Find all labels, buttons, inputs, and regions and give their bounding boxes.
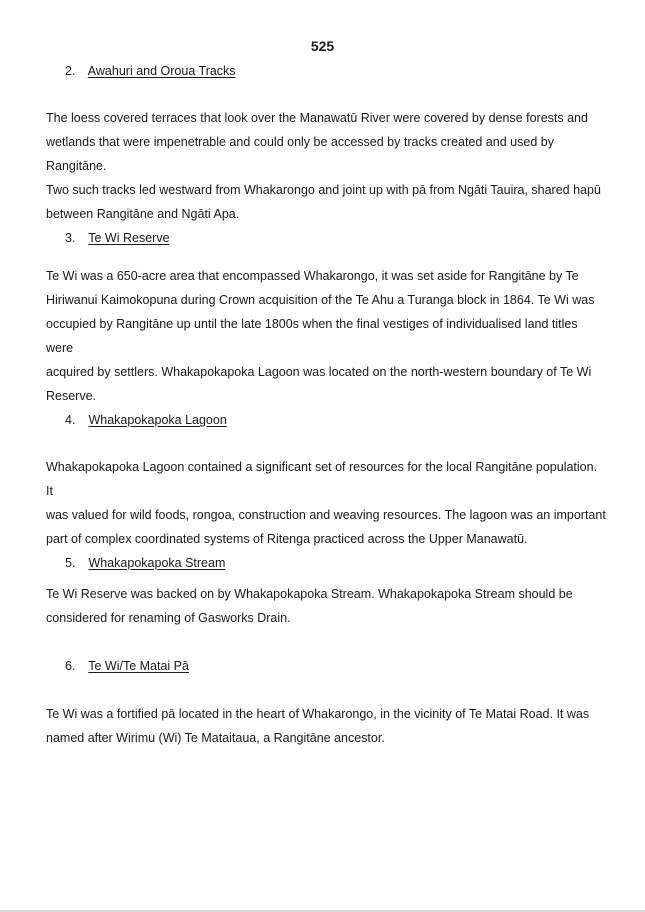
paragraph-line: Te Wi was a fortified pā located in the heart of Whakarongo, in the vicinity of Te Matai Road. It was: [46, 707, 590, 721]
section-paragraph-whakapokapoka-stream: [46, 582, 606, 630]
paragraph-line: Whakapokapoka Lagoon contained a significant set of resources for the local Rangitāne population. It: [46, 460, 598, 498]
paragraph-line: The loess covered terraces that look over the Manawatū River were covered by dense forests and: [46, 111, 588, 125]
paragraph-line: Two such tracks led westward from Whakarongo and joint up with pā from Ngāti Tauira, shared hapū: [46, 183, 601, 197]
section-paragraph-whakapokapoka-lagoon: [46, 455, 606, 551]
section-heading-te-wi-te-matai-pa: [65, 658, 189, 674]
paragraph-line: occupied by Rangitāne up until the late 1800s when the final vestiges of individualised land titles were: [46, 317, 578, 355]
section-number: 6.: [65, 659, 76, 673]
section-number: 2.: [65, 64, 76, 78]
paragraph-line: between Rangitāne and Ngāti Apa.: [46, 207, 240, 221]
section-number: 4.: [65, 413, 76, 427]
paragraph-line: was valued for wild foods, rongoa, construction and weaving resources. The lagoon was an important: [46, 508, 606, 522]
section-heading-awahuri-oroua-tracks: [65, 63, 236, 79]
section-title: Whakapokapoka Stream: [88, 556, 226, 570]
paragraph-line: Hiriwanui Kaimokopuna during Crown acquisition of the Te Ahu a Turanga block in 1864. Te Wi was: [46, 293, 595, 307]
paragraph-line: considered for renaming of Gasworks Drain.: [46, 611, 291, 625]
paragraph-line: part of complex coordinated systems of Ritenga practiced across the Upper Manawatū.: [46, 532, 528, 546]
paragraph-line: Te Wi Reserve was backed on by Whakapokapoka Stream. Whakapokapoka Stream should be: [46, 587, 573, 601]
section-title: Te Wi/Te Matai Pā: [88, 659, 189, 673]
section-title: Awahuri and Oroua Tracks: [87, 64, 236, 78]
section-heading-whakapokapoka-stream: [65, 555, 225, 571]
paragraph-line: Te Wi was a 650-acre area that encompassed Whakarongo, it was set aside for Rangitāne by Te: [46, 269, 579, 283]
section-title: Whakapokapoka Lagoon: [88, 413, 227, 427]
section-paragraph-awahuri-oroua-tracks: [46, 106, 606, 226]
paragraph-line: named after Wirimu (Wi) Te Mataitaua, a Rangitāne ancestor.: [46, 731, 385, 745]
paragraph-line: Reserve.: [46, 389, 97, 403]
section-heading-te-wi-reserve: [65, 230, 170, 246]
paragraph-line: wetlands that were impenetrable and could only be accessed by tracks created and used by Rangitāne.: [46, 135, 554, 173]
section-number: 5.: [65, 556, 76, 570]
section-number: 3.: [65, 231, 76, 245]
section-paragraph-te-wi-reserve: [46, 264, 606, 408]
section-title: Te Wi Reserve: [88, 231, 170, 245]
section-heading-whakapokapoka-lagoon: [65, 412, 227, 428]
section-paragraph-te-wi-te-matai-pa: [46, 702, 606, 750]
paragraph-line: acquired by settlers. Whakapokapoka Lagoon was located on the north-western boundary of Te Wi: [46, 365, 592, 379]
page-number: 525: [310, 38, 335, 54]
